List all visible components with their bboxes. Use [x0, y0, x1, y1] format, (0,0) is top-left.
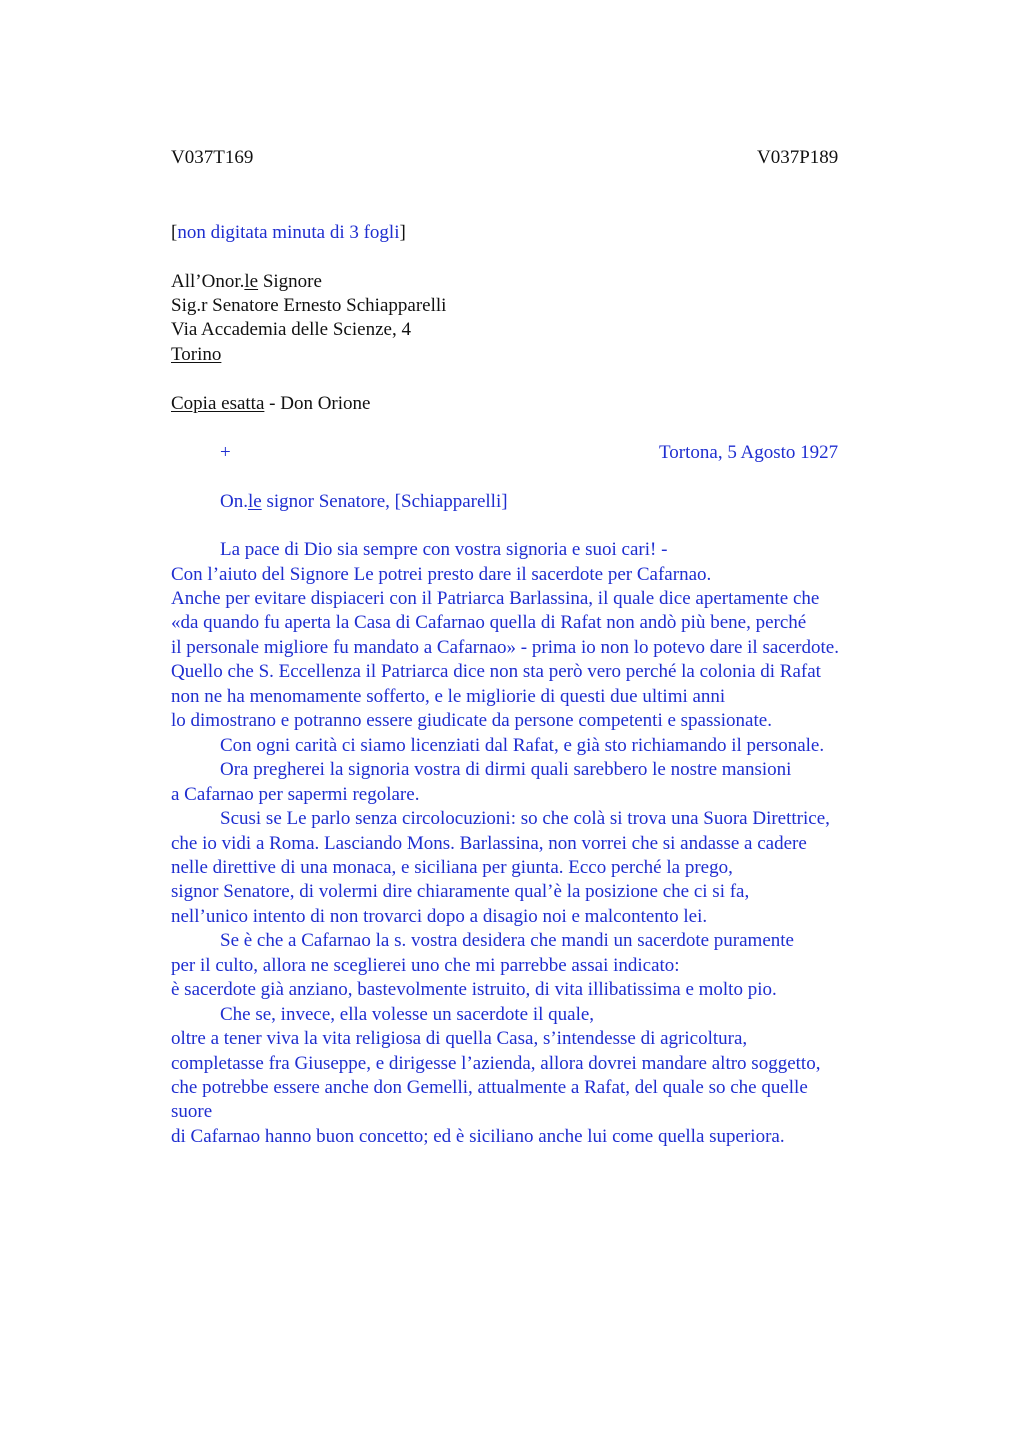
body-line: che io vidi a Roma. Lasciando Mons. Barlassina, non vorrei che si andasse a cadere: [171, 833, 807, 854]
body-line: Con l’aiuto del Signore Le potrei presto dare il sacerdote per Cafarnao.: [171, 564, 712, 585]
address-line-1-underlined: le: [244, 271, 259, 292]
body-line: oltre a tener viva la vita religiosa di quella Casa, s’intendesse di agricoltura,: [171, 1028, 748, 1049]
body-line: è sacerdote già anziano, bastevolmente istruito, di vita illibatissima e molto pio.: [171, 979, 777, 1000]
address-line-3: Via Accademia delle Scienze, 4: [171, 319, 411, 340]
body-line: non ne ha menomamente sofferto, e le migliorie di questi due ultimi anni: [171, 686, 726, 707]
copy-note-underlined: Copia esatta: [171, 393, 265, 414]
note-text: non digitata minuta di 3 fogli: [177, 222, 400, 243]
body-line: di Cafarnao hanno buon concetto; ed è siciliano anche lui come quella superiora.: [171, 1126, 785, 1147]
body-line: Ora pregherei la signoria vostra di dirmi quali sarebbero le nostre mansioni: [220, 759, 792, 780]
body-line: signor Senatore, di volermi dire chiaramente qual’è la posizione che ci si fa,: [171, 881, 750, 902]
salutation-prefix: On.: [220, 491, 248, 512]
body-line: «da quando fu aperta la Casa di Cafarnao quella di Rafat non andò più bene, perché: [171, 612, 807, 633]
copy-note: [171, 392, 370, 416]
body-line: Quello che S. Eccellenza il Patriarca dice non sta però vero perché la colonia di Rafat: [171, 661, 821, 682]
address-line-1: [171, 270, 322, 294]
document-code-left: V037T169: [171, 147, 254, 168]
body-line: La pace di Dio sia sempre con vostra signoria e suoi cari! -: [220, 539, 668, 560]
address-line-2: Sig.r Senatore Ernesto Schiapparelli: [171, 295, 447, 316]
salutation: [220, 490, 508, 514]
body-line: Se è che a Cafarnao la s. vostra desidera che mandi un sacerdote puramente: [220, 930, 794, 951]
address-line-1-suffix: Signore: [258, 271, 322, 292]
letter-date: Tortona, 5 Agosto 1927: [659, 442, 839, 463]
body-line: il personale migliore fu mandato a Cafarnao» - prima io non lo potevo dare il sacerdote.: [171, 637, 839, 658]
body-line: nell’unico intento di non trovarci dopo a disagio noi e malcontento lei.: [171, 906, 708, 927]
body-line: che potrebbe essere anche don Gemelli, attualmente a Rafat, del quale so che quelle: [171, 1077, 808, 1098]
body-line: a Cafarnao per sapermi regolare.: [171, 784, 420, 805]
address-city: Torino: [171, 344, 222, 365]
document-code-right: V037P189: [757, 147, 839, 168]
salutation-suffix: signor Senatore, [Schiapparelli]: [261, 491, 508, 512]
body-line: Con ogni carità ci siamo licenziati dal Rafat, e già sto richiamando il personale.: [220, 735, 825, 756]
copy-note-rest: - Don Orione: [264, 393, 371, 414]
body-line: completasse fra Giuseppe, e dirigesse l’azienda, allora dovrei mandare altro soggetto,: [171, 1053, 821, 1074]
body-line: Che se, invece, ella volesse un sacerdote il quale,: [220, 1004, 595, 1025]
cross-symbol: +: [220, 442, 231, 463]
body-line: suore: [171, 1101, 213, 1122]
body-line: lo dimostrano e potranno essere giudicate da persone competenti e spassionate.: [171, 710, 772, 731]
note-close-bracket: ]: [399, 222, 406, 243]
body-line: nelle direttive di una monaca, e siciliana per giunta. Ecco perché la prego,: [171, 857, 733, 878]
address-line-1-prefix: All’Onor.: [171, 271, 245, 292]
note-open-bracket: [: [171, 222, 178, 243]
body-line: Scusi se Le parlo senza circolocuzioni: so che colà si trova una Suora Direttrice,: [220, 808, 830, 829]
body-line: per il culto, allora ne sceglierei uno che mi parrebbe assai indicato:: [171, 955, 680, 976]
editorial-note: [171, 221, 406, 245]
salutation-underlined: le: [247, 491, 262, 512]
body-line: Anche per evitare dispiaceri con il Patriarca Barlassina, il quale dice apertamente che: [171, 588, 820, 609]
